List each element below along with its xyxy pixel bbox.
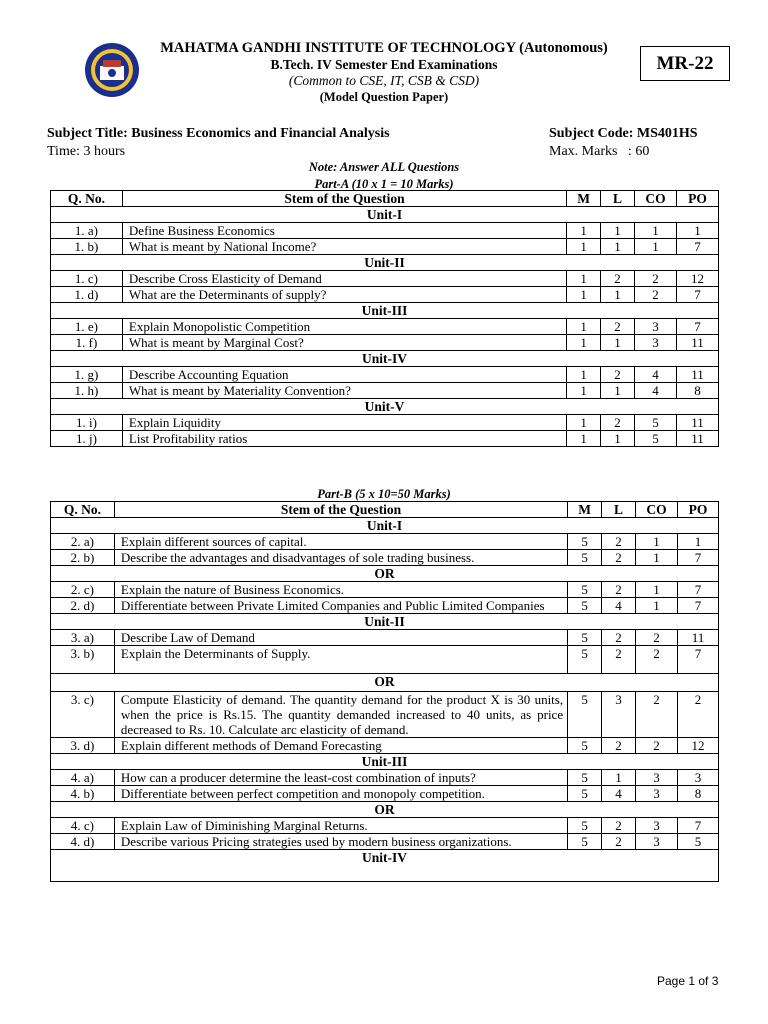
or-label: OR <box>51 802 719 818</box>
marks-value: 5 <box>568 786 602 802</box>
level-value: 2 <box>602 646 636 674</box>
question-row <box>51 598 719 614</box>
marks-value: 1 <box>567 367 601 383</box>
level-value: 1 <box>602 770 636 786</box>
question-stem: How can a producer determine the least-cost combination of inputs? <box>114 770 567 786</box>
unit-heading: Unit-I <box>51 518 719 534</box>
question-stem: Explain Law of Diminishing Marginal Returns. <box>114 818 567 834</box>
col-m: M <box>567 191 601 207</box>
col-qno: Q. No. <box>51 191 123 207</box>
part-b-title: Part-B (5 x 10=50 Marks) <box>317 487 451 501</box>
col-po: PO <box>677 191 719 207</box>
or-label: OR <box>51 566 719 582</box>
marks-value: 5 <box>568 630 602 646</box>
marks-value: 5 <box>568 818 602 834</box>
question-row <box>51 239 719 255</box>
co-value: 1 <box>636 582 678 598</box>
po-value: 7 <box>677 319 719 335</box>
question-row <box>51 383 719 399</box>
question-number: 1. b) <box>51 239 123 255</box>
marks-value: 5 <box>568 550 602 566</box>
question-number: 1. j) <box>51 431 123 447</box>
table-header-row <box>51 502 719 518</box>
table-header-row <box>51 191 719 207</box>
level-value: 2 <box>601 415 635 431</box>
page-number: Page 1 of 3 <box>657 974 719 988</box>
po-value: 11 <box>677 335 719 351</box>
co-value: 1 <box>635 223 677 239</box>
unit-heading-row <box>51 754 719 770</box>
exam-name: B.Tech. IV Semester End Examinations <box>270 57 498 72</box>
question-number: 1. g) <box>51 367 123 383</box>
question-row <box>51 550 719 566</box>
col-l: L <box>601 191 635 207</box>
po-value: 3 <box>678 770 719 786</box>
question-stem: List Profitability ratios <box>122 431 566 447</box>
co-value: 4 <box>635 383 677 399</box>
level-value: 2 <box>602 550 636 566</box>
unit-heading: Unit-V <box>51 399 719 415</box>
question-stem: Define Business Economics <box>122 223 566 239</box>
marks-value: 5 <box>568 582 602 598</box>
question-number: 1. i) <box>51 415 123 431</box>
co-value: 1 <box>636 534 678 550</box>
question-stem: Compute Elasticity of demand. The quantity demand for the product X is 30 units, when the price is Rs.15. The quantity demanded increased to 40 units, as price decreased to Rs. 10. Calculate arc elasticity of demand. <box>114 692 567 738</box>
co-value: 3 <box>635 335 677 351</box>
po-value: 7 <box>678 818 719 834</box>
level-value: 2 <box>601 319 635 335</box>
co-value: 5 <box>635 431 677 447</box>
col-qno: Q. No. <box>51 502 115 518</box>
or-separator-row <box>51 802 719 818</box>
co-value: 3 <box>635 319 677 335</box>
part-a-table <box>50 190 719 447</box>
question-row <box>51 738 719 754</box>
question-number: 1. h) <box>51 383 123 399</box>
regulation-badge: MR-22 <box>640 46 730 81</box>
part-b-table <box>50 501 719 882</box>
unit-heading-row <box>51 614 719 630</box>
level-value: 2 <box>602 582 636 598</box>
question-stem: What is meant by National Income? <box>122 239 566 255</box>
level-value: 1 <box>601 335 635 351</box>
question-number: 1. a) <box>51 223 123 239</box>
co-value: 1 <box>635 239 677 255</box>
level-value: 1 <box>601 287 635 303</box>
marks-value: 5 <box>568 738 602 754</box>
level-value: 1 <box>601 239 635 255</box>
col-co: CO <box>635 191 677 207</box>
unit-heading-row <box>51 850 719 882</box>
question-stem: Differentiate between perfect competition and monopoly competition. <box>114 786 567 802</box>
level-value: 2 <box>602 534 636 550</box>
question-number: 1. c) <box>51 271 123 287</box>
question-row <box>51 818 719 834</box>
question-number: 4. c) <box>51 818 115 834</box>
marks-value: 5 <box>568 834 602 850</box>
unit-heading-row <box>51 255 719 271</box>
marks-value: 1 <box>567 239 601 255</box>
co-value: 3 <box>636 834 678 850</box>
question-stem: What is meant by Marginal Cost? <box>122 335 566 351</box>
po-value: 7 <box>678 550 719 566</box>
po-value: 8 <box>677 383 719 399</box>
level-value: 2 <box>602 834 636 850</box>
question-stem: Describe Accounting Equation <box>122 367 566 383</box>
po-value: 2 <box>678 692 719 738</box>
question-row <box>51 367 719 383</box>
po-value: 12 <box>678 738 719 754</box>
col-stem: Stem of the Question <box>114 502 567 518</box>
question-row <box>51 630 719 646</box>
col-m: M <box>568 502 602 518</box>
marks-value: 1 <box>567 271 601 287</box>
unit-heading-row <box>51 351 719 367</box>
po-value: 12 <box>677 271 719 287</box>
po-value: 7 <box>678 582 719 598</box>
question-number: 3. d) <box>51 738 115 754</box>
level-value: 4 <box>602 786 636 802</box>
co-value: 1 <box>636 550 678 566</box>
level-value: 2 <box>602 630 636 646</box>
marks-value: 1 <box>567 287 601 303</box>
question-stem: Describe Cross Elasticity of Demand <box>122 271 566 287</box>
question-stem: Describe various Pricing strategies used by modern business organizations. <box>114 834 567 850</box>
question-number: 3. a) <box>51 630 115 646</box>
col-co: CO <box>636 502 678 518</box>
marks-value: 5 <box>568 646 602 674</box>
question-row <box>51 692 719 738</box>
question-stem: Explain the nature of Business Economics. <box>114 582 567 598</box>
co-value: 2 <box>636 630 678 646</box>
question-stem: Describe Law of Demand <box>114 630 567 646</box>
marks-value: 1 <box>567 431 601 447</box>
po-value: 11 <box>677 431 719 447</box>
po-value: 11 <box>678 630 719 646</box>
po-value: 7 <box>678 598 719 614</box>
question-row <box>51 271 719 287</box>
question-number: 1. e) <box>51 319 123 335</box>
col-stem: Stem of the Question <box>122 191 566 207</box>
question-stem: Differentiate between Private Limited Companies and Public Limited Companies <box>114 598 567 614</box>
col-po: PO <box>678 502 719 518</box>
po-value: 1 <box>678 534 719 550</box>
question-number: 1. d) <box>51 287 123 303</box>
co-value: 3 <box>636 818 678 834</box>
level-value: 2 <box>601 271 635 287</box>
part-a-title: Part-A (10 x 1 = 10 Marks) <box>314 177 454 191</box>
co-value: 3 <box>636 770 678 786</box>
unit-heading: Unit-III <box>51 754 719 770</box>
marks-value: 1 <box>567 335 601 351</box>
question-number: 4. b) <box>51 786 115 802</box>
question-stem: Explain different methods of Demand Forecasting <box>114 738 567 754</box>
subject-title: Subject Title: Business Economics and Financial Analysis <box>47 126 390 141</box>
question-number: 3. c) <box>51 692 115 738</box>
unit-heading: Unit-II <box>51 614 719 630</box>
unit-heading: Unit-III <box>51 303 719 319</box>
co-value: 2 <box>636 646 678 674</box>
paper-type: (Model Question Paper) <box>319 90 449 104</box>
po-value: 7 <box>677 239 719 255</box>
level-value: 2 <box>602 818 636 834</box>
unit-heading: Unit-IV <box>51 850 719 882</box>
question-row <box>51 287 719 303</box>
po-value: 8 <box>678 786 719 802</box>
question-stem: Explain Liquidity <box>122 415 566 431</box>
co-value: 4 <box>635 367 677 383</box>
question-number: 3. b) <box>51 646 115 674</box>
question-stem: Explain the Determinants of Supply. <box>114 646 567 674</box>
common-branches: (Common to CSE, IT, CSB & CSD) <box>288 73 480 88</box>
po-value: 1 <box>677 223 719 239</box>
question-number: 2. d) <box>51 598 115 614</box>
exam-time: Time: 3 hours <box>47 144 126 159</box>
co-value: 2 <box>635 271 677 287</box>
unit-heading-row <box>51 518 719 534</box>
instructions-note: Note: Answer ALL Questions <box>308 160 460 174</box>
marks-value: 1 <box>567 415 601 431</box>
marks-value: 1 <box>567 319 601 335</box>
co-value: 2 <box>635 287 677 303</box>
unit-heading-row <box>51 303 719 319</box>
question-row <box>51 319 719 335</box>
unit-heading: Unit-I <box>51 207 719 223</box>
institute-name: MAHATMA GANDHI INSTITUTE OF TECHNOLOGY <box>160 40 516 56</box>
question-number: 2. a) <box>51 534 115 550</box>
question-row <box>51 770 719 786</box>
level-value: 3 <box>602 692 636 738</box>
autonomous-label: (Autonomous) <box>519 40 608 56</box>
question-row <box>51 646 719 674</box>
unit-heading: Unit-IV <box>51 351 719 367</box>
level-value: 1 <box>601 431 635 447</box>
po-value: 7 <box>678 646 719 674</box>
marks-value: 1 <box>567 383 601 399</box>
question-row <box>51 786 719 802</box>
marks-value: 5 <box>568 534 602 550</box>
level-value: 2 <box>602 738 636 754</box>
unit-heading-row <box>51 399 719 415</box>
level-value: 2 <box>601 367 635 383</box>
subject-code: Subject Code: MS401HS <box>549 126 698 141</box>
po-value: 11 <box>677 415 719 431</box>
marks-value: 5 <box>568 692 602 738</box>
question-number: 4. d) <box>51 834 115 850</box>
po-value: 7 <box>677 287 719 303</box>
or-separator-row <box>51 674 719 692</box>
marks-value: 5 <box>568 598 602 614</box>
co-value: 2 <box>636 692 678 738</box>
col-l: L <box>602 502 636 518</box>
marks-value: 1 <box>567 223 601 239</box>
po-value: 5 <box>678 834 719 850</box>
question-number: 4. a) <box>51 770 115 786</box>
question-stem: Explain different sources of capital. <box>114 534 567 550</box>
question-row <box>51 534 719 550</box>
max-marks: Max. Marks : 60 <box>549 144 650 159</box>
question-number: 2. c) <box>51 582 115 598</box>
co-value: 3 <box>636 786 678 802</box>
or-label: OR <box>51 674 719 692</box>
co-value: 1 <box>636 598 678 614</box>
marks-value: 5 <box>568 770 602 786</box>
unit-heading: Unit-II <box>51 255 719 271</box>
question-number: 2. b) <box>51 550 115 566</box>
question-number: 1. f) <box>51 335 123 351</box>
level-value: 1 <box>601 223 635 239</box>
level-value: 1 <box>601 383 635 399</box>
question-row <box>51 431 719 447</box>
level-value: 4 <box>602 598 636 614</box>
question-stem: Explain Monopolistic Competition <box>122 319 566 335</box>
question-stem: What are the Determinants of supply? <box>122 287 566 303</box>
question-row <box>51 223 719 239</box>
question-stem: What is meant by Materiality Convention? <box>122 383 566 399</box>
unit-heading-row <box>51 207 719 223</box>
po-value: 11 <box>677 367 719 383</box>
question-row <box>51 582 719 598</box>
question-stem: Describe the advantages and disadvantages of sole trading business. <box>114 550 567 566</box>
co-value: 5 <box>635 415 677 431</box>
co-value: 2 <box>636 738 678 754</box>
question-row <box>51 415 719 431</box>
or-separator-row <box>51 566 719 582</box>
question-row <box>51 834 719 850</box>
question-row <box>51 335 719 351</box>
